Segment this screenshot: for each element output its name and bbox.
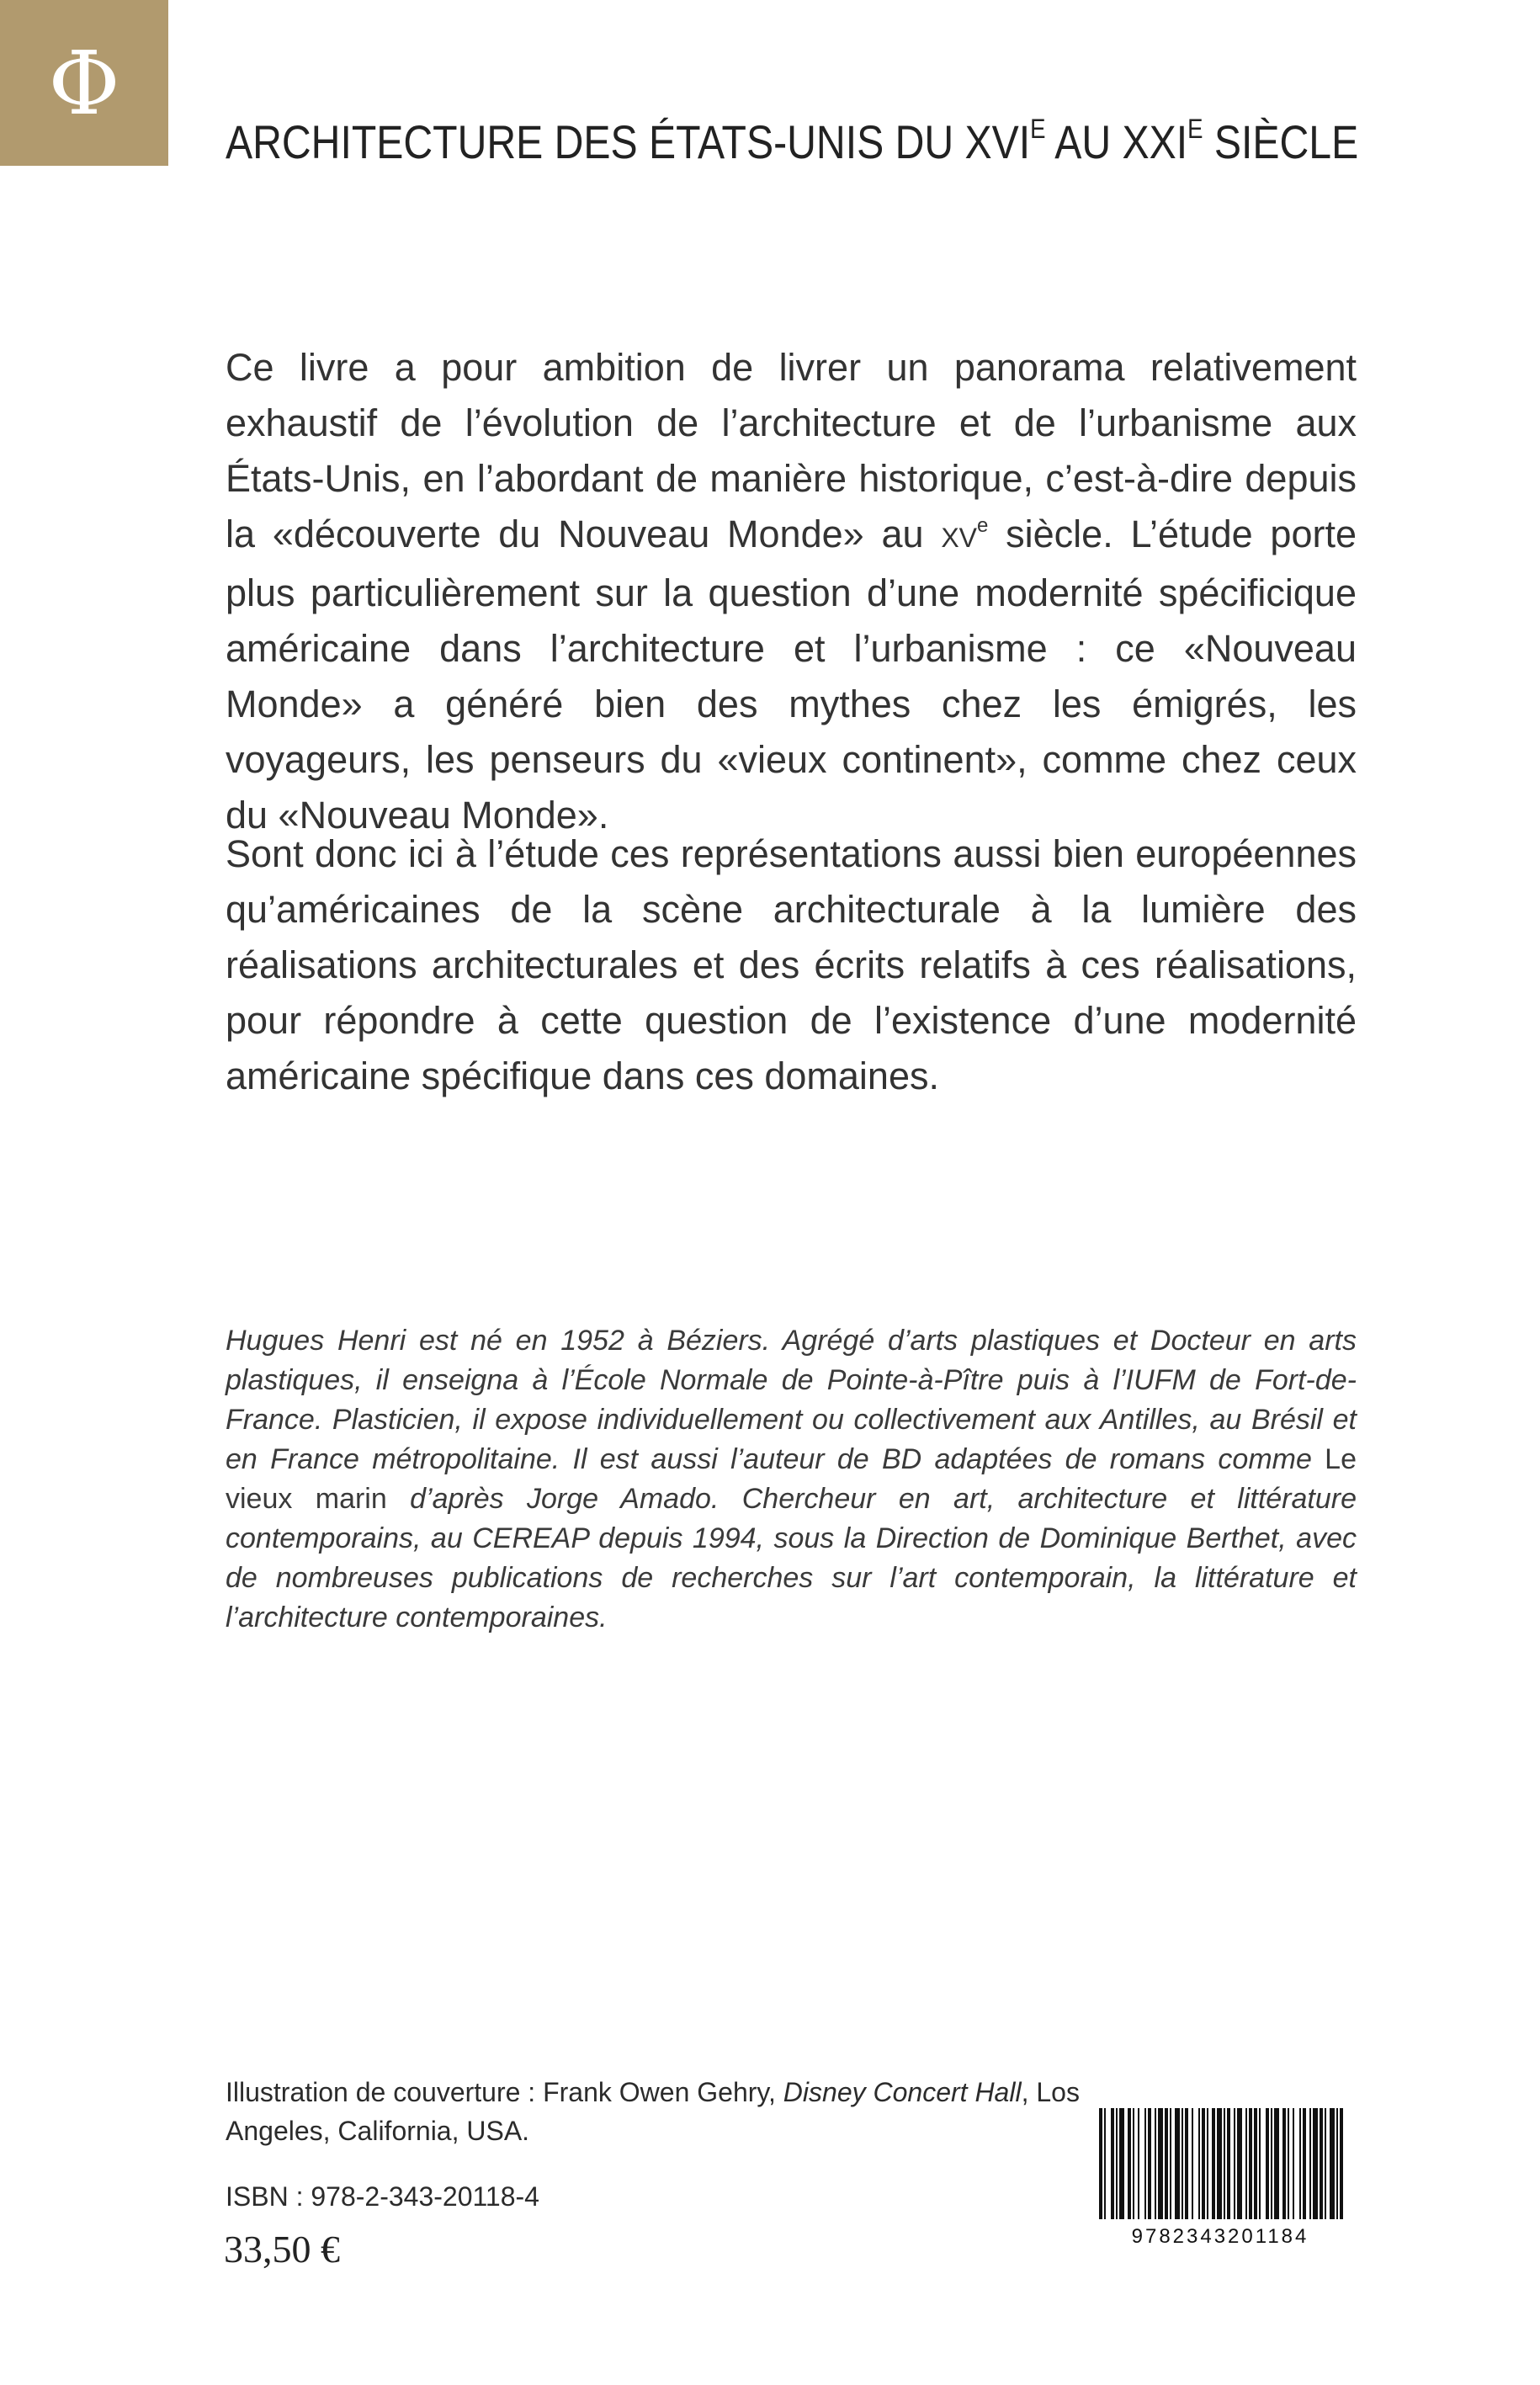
barcode-bar [1259,2108,1261,2219]
description-p1-start: Ce livre a pour ambition de livrer un panorama relativement exhaustif de l’évolution de l’architecture et de l’urbanisme aux États-Unis, en l’abordant de manière historique, c’est-à-dire depuis la «découverte du Nouveau Monde» au [226,346,1357,555]
barcode-bar [1274,2108,1279,2219]
barcode-bar [1144,2108,1146,2219]
barcode-bar [1282,2108,1286,2219]
illustration-credit [226,2073,1084,2150]
barcode-bar [1207,2108,1208,2219]
barcode-bar [1128,2108,1131,2219]
barcode-bar [1237,2108,1242,2219]
publisher-logo [0,0,168,166]
title-superscript-1: E [1030,114,1046,144]
author-name: Hugues Henri [226,1325,406,1357]
barcode-bar [1271,2108,1272,2219]
description-paragraph-2: Sont donc ici à l’étude ces représentations aussi bien européennes qu’américaines de la scène architecturale à la lumière des réalisations architecturales et des écrits relatifs à ces réalisations, pour répondre à cette question de l’existence d’une modernité américaine spécifique dans ces domaines. [226,832,1357,1097]
barcode-bar [1325,2108,1326,2219]
description-paragraph-1 [226,340,1357,843]
barcode-bar [1104,2108,1106,2219]
barcode-bar [1313,2108,1318,2219]
barcode-bar [1309,2108,1311,2219]
illustration-prefix: Illustration de couverture : Frank Owen Gehry, [226,2077,783,2107]
bio-book-title: Le vieux marin [226,1443,1357,1515]
barcode-bar [1202,2108,1205,2219]
barcode-bar [1170,2108,1171,2219]
barcode-bar [1185,2108,1188,2219]
barcode-icon [1094,2108,1346,2250]
barcode-bar [1212,2108,1215,2219]
bio-text-1: est né en 1952 à Béziers. Agrégé d’arts plastiques et Docteur en arts plastiques, il enseigna à l’École Normale de Pointe-à-Pître puis à l’IUFM de Fort-de-France. Plasticien, il expose individuellement ou collectivement aux Antilles, au Brésil et en France métropolitaine. Il est aussi l’auteur de BD adaptées de romans comme [226,1325,1357,1475]
barcode-bar [1155,2108,1156,2219]
barcode-bar [1249,2108,1252,2219]
barcode-bar [1192,2108,1193,2219]
barcode-bar [1293,2108,1294,2219]
title-part-3: SIÈCLE [1203,115,1359,168]
barcode-bar [1299,2108,1301,2219]
title-part-1: ARCHITECTURE DES ÉTATS-UNIS DU XVI [226,115,1031,168]
barcode-bar [1245,2108,1247,2219]
illustration-work: Disney Concert Hall [783,2077,1022,2107]
barcode-digits: 9782343201184 [1131,2225,1309,2248]
barcode-bar [1175,2108,1180,2219]
barcode-bar [1224,2108,1225,2219]
barcode-bar [1234,2108,1235,2219]
barcode-bar [1288,2108,1289,2219]
isbn: ISBN : 978-2-343-20118-4 [226,2181,539,2212]
barcode-bar [1330,2108,1335,2219]
phi-logo-icon: Φ [48,31,120,135]
barcode-bar [1217,2108,1222,2219]
author-biography [226,1321,1357,1638]
illustration-location: , Los Angeles, California, USA. [226,2077,1080,2146]
title-part-2: AU XXI [1045,115,1188,168]
barcode-bar [1133,2108,1134,2219]
title-superscript-2: E [1187,114,1203,144]
barcode-bar [1148,2108,1151,2219]
barcode-bar [1182,2108,1183,2219]
description-century: XV [941,523,977,553]
barcode-bar [1111,2108,1114,2219]
barcode-bar [1116,2108,1118,2219]
barcode-bar [1099,2108,1102,2219]
description-century-sup: e [977,514,989,537]
barcode-bar [1158,2108,1163,2219]
description-p1-end: siècle. L’étude porte plus particulièrement sur la question d’une modernité spécificique américaine dans l’architecture et l’urbanisme : ce «Nouveau Monde» a généré bien des mythes chez les émigrés, les voyageurs, les penseurs du «vieux continent», comme chez ceux du «Nouveau Monde». [226,513,1357,837]
price: 33,50 € [224,2228,340,2271]
barcode-bar [1320,2108,1323,2219]
barcode-bar [1138,2108,1139,2219]
barcode-bar [1165,2108,1168,2219]
barcode-bar [1303,2108,1306,2219]
bio-text-2: d’après Jorge Amado. Chercheur en art, architecture et littérature contemporains, au CEREAP depuis 1994, sous la Direction de Dominique Berthet, avec de nombreuses publications de recherches sur l’art contemporain, la littérature et l’architecture contemporaines. [226,1483,1357,1633]
barcode-bar [1340,2108,1343,2219]
barcode-bar [1227,2108,1230,2219]
barcode-bar [1119,2108,1124,2219]
barcode-bar [1254,2108,1257,2219]
barcode-bar [1266,2108,1269,2219]
barcode-bar [1198,2108,1200,2219]
barcode-bar [1336,2108,1338,2219]
book-title [226,114,1359,169]
